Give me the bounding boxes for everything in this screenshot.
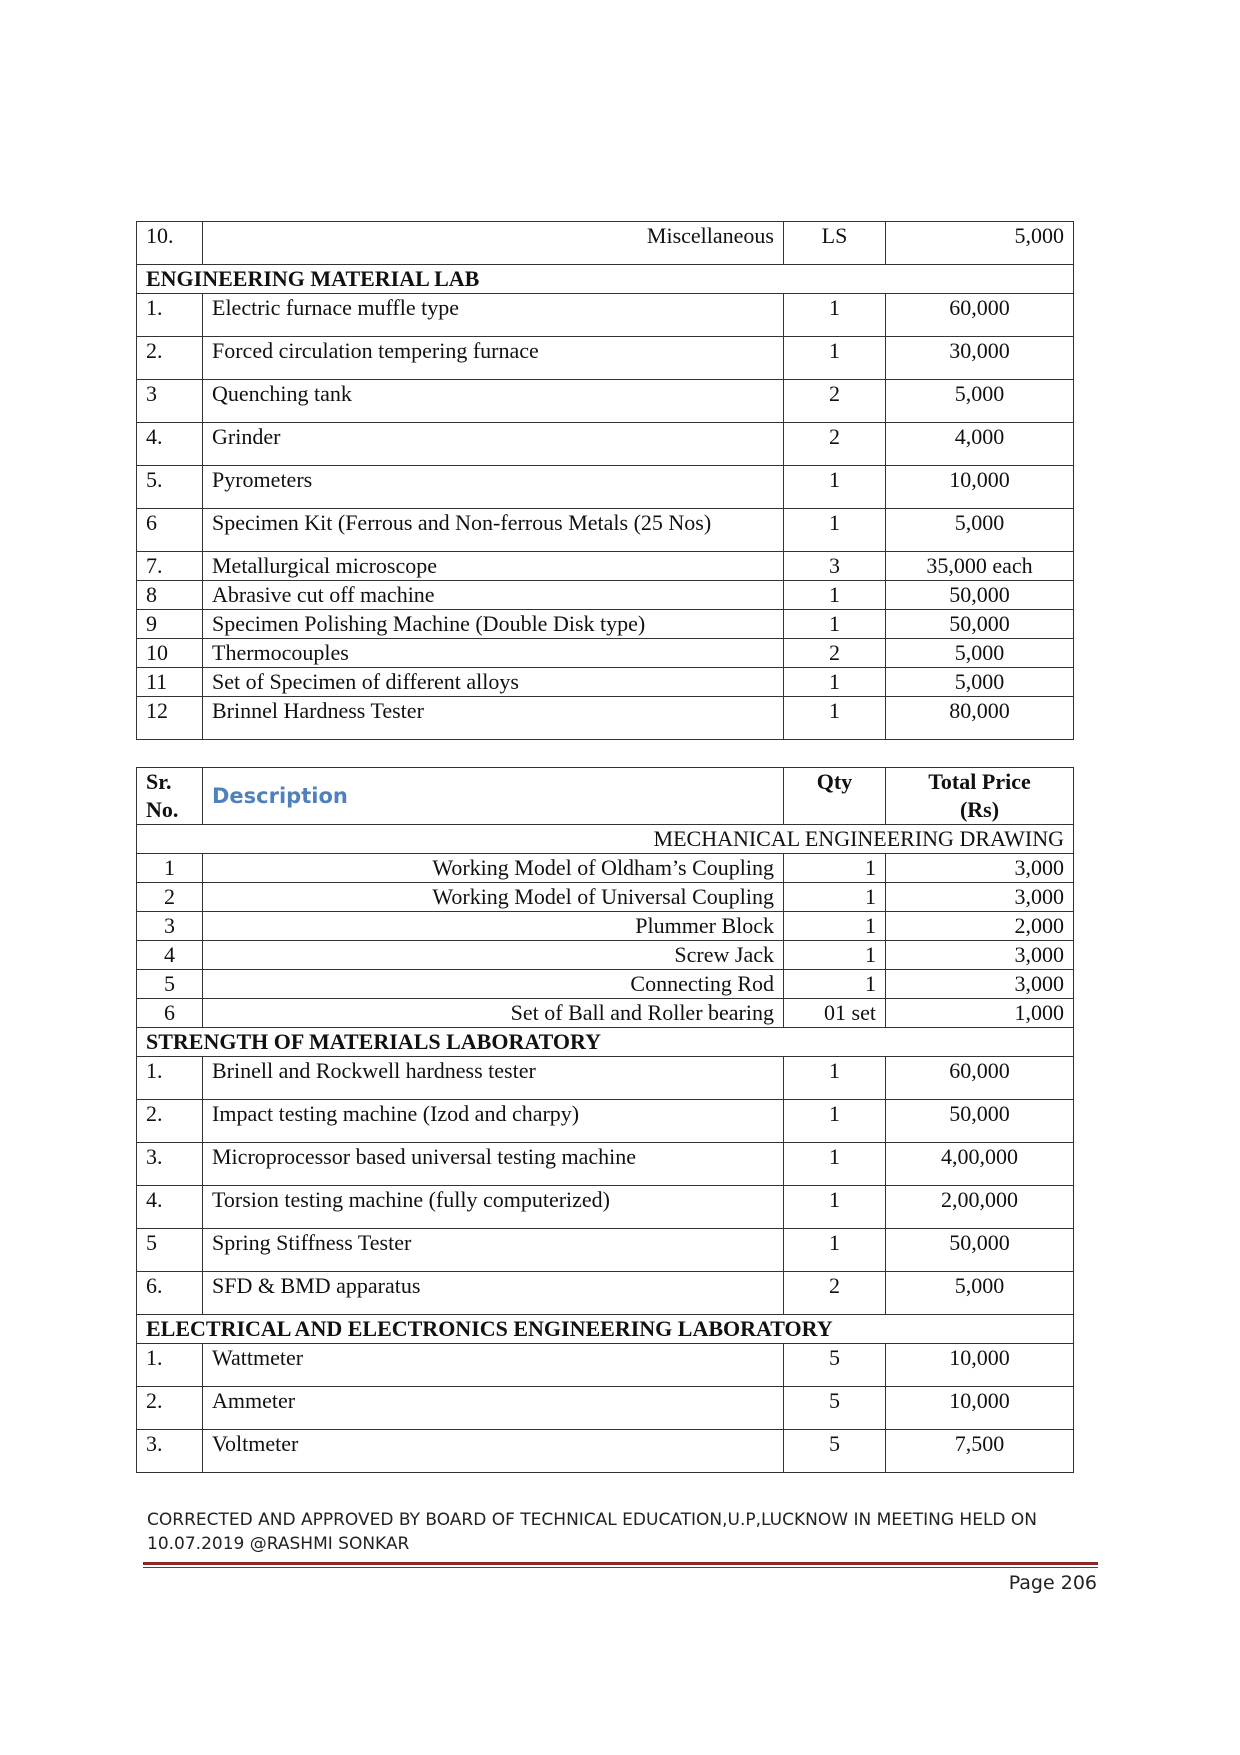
description-cell: Spring Stiffness Tester xyxy=(203,1229,784,1272)
header-price-line2: (Rs) xyxy=(959,797,1000,822)
description-cell: Plummer Block xyxy=(203,912,784,941)
description-cell: Brinnel Hardness Tester xyxy=(203,697,784,740)
qty-cell: 1 xyxy=(784,941,886,970)
table-row xyxy=(137,423,1074,466)
sr-cell: 6 xyxy=(137,509,203,552)
qty-cell: 1 xyxy=(784,466,886,509)
table-row xyxy=(137,1344,1074,1387)
qty-cell: 2 xyxy=(784,639,886,668)
table-body xyxy=(137,1344,1074,1473)
table-row xyxy=(137,854,1074,883)
footer-rule xyxy=(143,1562,1098,1565)
section-title: ENGINEERING MATERIAL LAB xyxy=(137,265,1074,294)
table-row xyxy=(137,1387,1074,1430)
header-price xyxy=(886,768,1074,825)
section-row xyxy=(137,265,1074,294)
qty-cell: 01 set xyxy=(784,999,886,1028)
qty-cell: 1 xyxy=(784,970,886,999)
price-cell: 10,000 xyxy=(886,466,1074,509)
qty-cell: 1 xyxy=(784,883,886,912)
table-row xyxy=(137,1229,1074,1272)
qty-cell: 2 xyxy=(784,1272,886,1315)
equipment-table-2 xyxy=(136,767,1074,1473)
footer-rule-thin xyxy=(143,1567,1098,1568)
table-row xyxy=(137,970,1074,999)
qty-cell: 1 xyxy=(784,1229,886,1272)
table-row xyxy=(137,883,1074,912)
table-row xyxy=(137,1100,1074,1143)
qty-cell: 5 xyxy=(784,1387,886,1430)
table-row xyxy=(137,222,1074,265)
header-sr-line2: No. xyxy=(146,797,179,822)
description-cell: Working Model of Universal Coupling xyxy=(203,883,784,912)
sr-cell: 3 xyxy=(137,912,203,941)
table-row xyxy=(137,1186,1074,1229)
sr-cell: 6. xyxy=(137,1272,203,1315)
price-cell: 80,000 xyxy=(886,697,1074,740)
price-cell: 50,000 xyxy=(886,1229,1074,1272)
price-cell: 50,000 xyxy=(886,610,1074,639)
description-cell: Brinell and Rockwell hardness tester xyxy=(203,1057,784,1100)
qty-cell: 1 xyxy=(784,337,886,380)
table-row xyxy=(137,581,1074,610)
price-cell: 60,000 xyxy=(886,294,1074,337)
sr-cell: 12 xyxy=(137,697,203,740)
header-sr xyxy=(137,768,203,825)
table-row xyxy=(137,610,1074,639)
sr-cell: 2 xyxy=(137,883,203,912)
sr-cell: 2. xyxy=(137,337,203,380)
description-cell: Ammeter xyxy=(203,1387,784,1430)
section-row xyxy=(137,825,1074,854)
price-cell: 5,000 xyxy=(886,668,1074,697)
price-cell: 5,000 xyxy=(886,509,1074,552)
description-cell: Microprocessor based universal testing machine xyxy=(203,1143,784,1186)
sr-cell: 3. xyxy=(137,1143,203,1186)
sr-cell: 1. xyxy=(137,1057,203,1100)
qty-cell: 1 xyxy=(784,509,886,552)
footer-approval-text xyxy=(147,1508,1097,1556)
price-cell: 60,000 xyxy=(886,1057,1074,1100)
table-row xyxy=(137,380,1074,423)
description-cell: Miscellaneous xyxy=(203,222,784,265)
equipment-table-1 xyxy=(136,221,1074,740)
sr-cell: 5 xyxy=(137,970,203,999)
description-cell: Set of Specimen of different alloys xyxy=(203,668,784,697)
qty-cell: 5 xyxy=(784,1430,886,1473)
qty-cell: 1 xyxy=(784,1186,886,1229)
header-row xyxy=(137,768,1074,825)
description-cell: Metallurgical microscope xyxy=(203,552,784,581)
sr-cell: 2. xyxy=(137,1387,203,1430)
description-cell: Torsion testing machine (fully computerized) xyxy=(203,1186,784,1229)
qty-cell: 1 xyxy=(784,697,886,740)
price-cell: 3,000 xyxy=(886,941,1074,970)
qty-cell: 1 xyxy=(784,1100,886,1143)
table-body xyxy=(137,1057,1074,1315)
header-description: Description xyxy=(203,768,784,825)
table-row xyxy=(137,668,1074,697)
price-cell: 10,000 xyxy=(886,1344,1074,1387)
qty-cell: 1 xyxy=(784,294,886,337)
price-cell: 2,00,000 xyxy=(886,1186,1074,1229)
sr-cell: 3. xyxy=(137,1430,203,1473)
price-cell: 5,000 xyxy=(886,1272,1074,1315)
description-cell: Thermocouples xyxy=(203,639,784,668)
qty-cell: 1 xyxy=(784,668,886,697)
description-cell: Electric furnace muffle type xyxy=(203,294,784,337)
price-cell: 3,000 xyxy=(886,883,1074,912)
qty-cell: 1 xyxy=(784,1143,886,1186)
price-cell: 4,00,000 xyxy=(886,1143,1074,1186)
description-cell: Connecting Rod xyxy=(203,970,784,999)
price-cell: 7,500 xyxy=(886,1430,1074,1473)
table-body xyxy=(137,294,1074,740)
price-cell: 3,000 xyxy=(886,854,1074,883)
description-cell: Impact testing machine (Izod and charpy) xyxy=(203,1100,784,1143)
price-cell: 50,000 xyxy=(886,581,1074,610)
section-title: MECHANICAL ENGINEERING DRAWING xyxy=(137,825,1074,854)
sr-cell: 6 xyxy=(137,999,203,1028)
qty-cell: 1 xyxy=(784,610,886,639)
sr-cell: 3 xyxy=(137,380,203,423)
table-row xyxy=(137,294,1074,337)
price-cell: 35,000 each xyxy=(886,552,1074,581)
table-row xyxy=(137,337,1074,380)
header-sr-line1: Sr. xyxy=(146,769,172,794)
description-cell: Specimen Polishing Machine (Double Disk type) xyxy=(203,610,784,639)
description-cell: SFD & BMD apparatus xyxy=(203,1272,784,1315)
price-cell: 1,000 xyxy=(886,999,1074,1028)
price-cell: 30,000 xyxy=(886,337,1074,380)
description-cell: Quenching tank xyxy=(203,380,784,423)
qty-cell: LS xyxy=(784,222,886,265)
section-title: STRENGTH OF MATERIALS LABORATORY xyxy=(137,1028,1074,1057)
price-cell: 4,000 xyxy=(886,423,1074,466)
table-row xyxy=(137,552,1074,581)
sr-cell: 8 xyxy=(137,581,203,610)
description-cell: Grinder xyxy=(203,423,784,466)
price-cell: 5,000 xyxy=(886,380,1074,423)
price-cell: 10,000 xyxy=(886,1387,1074,1430)
table-row xyxy=(137,697,1074,740)
table-row xyxy=(137,999,1074,1028)
table-row xyxy=(137,1430,1074,1473)
table-row xyxy=(137,639,1074,668)
qty-cell: 1 xyxy=(784,1057,886,1100)
sr-cell: 4 xyxy=(137,941,203,970)
price-cell: 2,000 xyxy=(886,912,1074,941)
sr-cell: 5 xyxy=(137,1229,203,1272)
footer-line-1: CORRECTED AND APPROVED BY BOARD OF TECHNICAL EDUCATION,U.P,LUCKNOW IN MEETING HELD ON xyxy=(147,1510,1038,1530)
qty-cell: 2 xyxy=(784,423,886,466)
sr-cell: 5. xyxy=(137,466,203,509)
description-cell: Wattmeter xyxy=(203,1344,784,1387)
description-cell: Screw Jack xyxy=(203,941,784,970)
description-cell: Specimen Kit (Ferrous and Non-ferrous Metals (25 Nos) xyxy=(203,509,784,552)
footer-line-2: 10.07.2019 @RASHMI SONKAR xyxy=(147,1534,410,1554)
qty-cell: 1 xyxy=(784,581,886,610)
table-row xyxy=(137,912,1074,941)
qty-cell: 3 xyxy=(784,552,886,581)
table-row xyxy=(137,1057,1074,1100)
table-row xyxy=(137,1272,1074,1315)
sr-cell: 10 xyxy=(137,639,203,668)
qty-cell: 1 xyxy=(784,912,886,941)
qty-cell: 5 xyxy=(784,1344,886,1387)
sr-cell: 9 xyxy=(137,610,203,639)
description-cell: Voltmeter xyxy=(203,1430,784,1473)
price-cell: 5,000 xyxy=(886,639,1074,668)
header-qty: Qty xyxy=(784,768,886,825)
price-cell: 50,000 xyxy=(886,1100,1074,1143)
sr-cell: 10. xyxy=(137,222,203,265)
section-row xyxy=(137,1028,1074,1057)
sr-cell: 4. xyxy=(137,1186,203,1229)
description-cell: Working Model of Oldham’s Coupling xyxy=(203,854,784,883)
table-row xyxy=(137,941,1074,970)
sr-cell: 11 xyxy=(137,668,203,697)
table-row xyxy=(137,509,1074,552)
sr-cell: 1. xyxy=(137,294,203,337)
sr-cell: 1. xyxy=(137,1344,203,1387)
price-cell: 3,000 xyxy=(886,970,1074,999)
page-number: Page 206 xyxy=(1008,1572,1097,1594)
price-cell: 5,000 xyxy=(886,222,1074,265)
sr-cell: 1 xyxy=(137,854,203,883)
sr-cell: 4. xyxy=(137,423,203,466)
qty-cell: 1 xyxy=(784,854,886,883)
description-cell: Forced circulation tempering furnace xyxy=(203,337,784,380)
section-title: ELECTRICAL AND ELECTRONICS ENGINEERING LABORATORY xyxy=(137,1315,1074,1344)
sr-cell: 7. xyxy=(137,552,203,581)
description-cell: Pyrometers xyxy=(203,466,784,509)
header-price-line1: Total Price xyxy=(928,769,1031,794)
sr-cell: 2. xyxy=(137,1100,203,1143)
table-row xyxy=(137,466,1074,509)
table-body xyxy=(137,854,1074,1028)
table-row xyxy=(137,1143,1074,1186)
section-row xyxy=(137,1315,1074,1344)
description-cell: Abrasive cut off machine xyxy=(203,581,784,610)
qty-cell: 2 xyxy=(784,380,886,423)
description-cell: Set of Ball and Roller bearing xyxy=(203,999,784,1028)
